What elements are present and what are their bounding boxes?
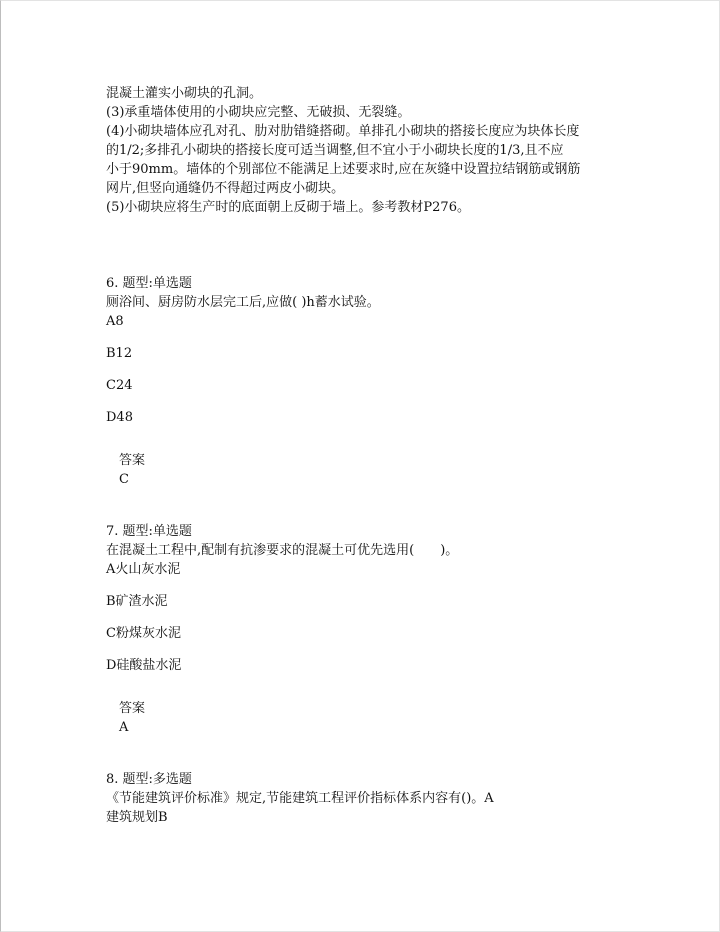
option-b: B12: [106, 346, 133, 361]
option-d: D硅酸盐水泥: [106, 658, 182, 673]
option-c: C粉煤灰水泥: [106, 626, 181, 641]
answer-block: [119, 699, 626, 737]
question-header: 8. 题型:多选题: [106, 772, 192, 787]
intro-line: (3)承重墙体使用的小砌块应完整、无破损、无裂缝。: [106, 105, 411, 120]
question-stem: 厕浴间、厨房防水层完工后,应做( )h蓄水试验。: [106, 295, 380, 310]
option-d: D48: [106, 410, 133, 425]
question-header: 6. 题型:单选题: [106, 276, 192, 291]
intro-line: 混凝土灌实小砌块的孔洞。: [106, 86, 263, 101]
intro-line: 小于90mm。墙体的个别部位不能满足上述要求时,应在灰缝中设置拉结钢筋或钢筋: [106, 162, 581, 177]
intro-line: (5)小砌块应将生产时的底面朝上反砌于墙上。参考教材P276。: [106, 200, 470, 215]
answer-value: C: [119, 472, 129, 487]
question-stem: 建筑规划B: [106, 810, 168, 825]
question-header: 7. 题型:单选题: [106, 524, 192, 539]
intro-line: 的1/2;多排孔小砌块的搭接长度可适当调整,但不宜小于小砌块长度的1/3,且不应: [106, 143, 564, 158]
question-6: [106, 274, 626, 489]
option-b: B矿渣水泥: [106, 594, 168, 609]
question-7: [106, 522, 626, 737]
option-c: C24: [106, 378, 133, 393]
answer-value: A: [119, 720, 129, 735]
question-stem: 在混凝土工程中,配制有抗渗要求的混凝土可优先选用( )。: [106, 543, 459, 558]
question-stem: 《节能建筑评价标准》规定,节能建筑工程评价指标体系内容有()。A: [106, 791, 494, 806]
answer-label: 答案: [119, 701, 146, 716]
intro-block: [106, 84, 626, 217]
document-page: [106, 84, 626, 827]
answer-label: 答案: [119, 453, 146, 468]
intro-line: 网片,但竖向通缝仍不得超过两皮小砌块。: [106, 181, 345, 196]
answer-block: [119, 451, 626, 489]
question-8: [106, 770, 626, 827]
option-a: A火山灰水泥: [106, 562, 181, 577]
intro-line: (4)小砌块墙体应孔对孔、肋对肋错缝搭砌。单排孔小砌块的搭接长度应为块体长度: [106, 124, 580, 139]
option-a: A8: [106, 314, 124, 329]
